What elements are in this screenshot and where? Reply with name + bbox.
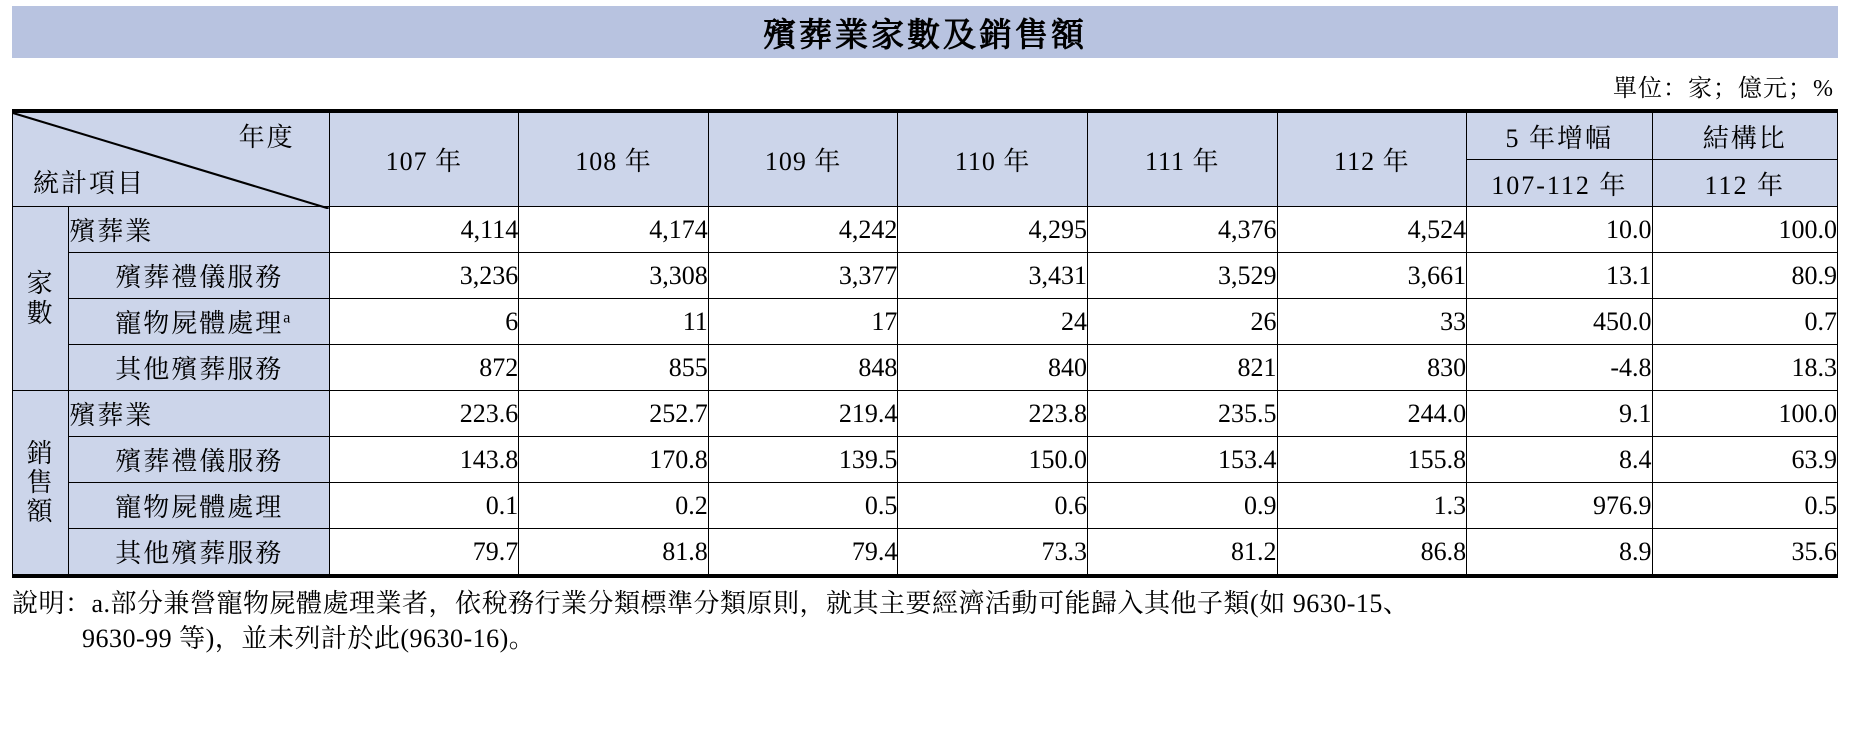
cell-value: 143.8 [329, 437, 519, 483]
table-row [13, 345, 1838, 391]
cell-value: 872 [329, 345, 519, 391]
cell-value: 4,524 [1277, 207, 1467, 253]
col-header-structure-bottom: 112 年 [1652, 160, 1837, 207]
cell-value: 219.4 [708, 391, 898, 437]
cell-value: 79.4 [708, 529, 898, 575]
cell-value: 4,174 [519, 207, 709, 253]
cell-value: 63.9 [1652, 437, 1837, 483]
cell-value: 11 [519, 299, 709, 345]
cell-value: 139.5 [708, 437, 898, 483]
cell-value: 830 [1277, 345, 1467, 391]
footnote [12, 586, 1838, 656]
cell-value: 0.2 [519, 483, 709, 529]
row-label [69, 529, 329, 575]
table-row [13, 299, 1838, 345]
col-header-year-111: 111 年 [1087, 113, 1277, 207]
corner-item-label: 統計項目 [33, 169, 146, 198]
cell-value: 821 [1087, 345, 1277, 391]
cell-value: 8.4 [1467, 437, 1652, 483]
cell-value: -4.8 [1467, 345, 1652, 391]
cell-value: 0.6 [898, 483, 1088, 529]
document-page [0, 6, 1850, 738]
table-row [13, 207, 1838, 253]
table-body [13, 207, 1838, 575]
cell-value: 1.3 [1277, 483, 1467, 529]
corner-year-label: 年度 [238, 123, 295, 152]
cell-value: 223.8 [898, 391, 1088, 437]
col-header-year-108: 108 年 [519, 113, 709, 207]
table-header [13, 113, 1838, 207]
row-label-text: 寵物屍體處理 [115, 493, 284, 522]
cell-value: 235.5 [1087, 391, 1277, 437]
cell-value: 170.8 [519, 437, 709, 483]
row-label-text: 寵物屍體處理 [115, 309, 284, 338]
cell-value: 223.6 [329, 391, 519, 437]
cell-value: 0.7 [1652, 299, 1837, 345]
cell-value: 244.0 [1277, 391, 1467, 437]
cell-value: 6 [329, 299, 519, 345]
cell-value: 848 [708, 345, 898, 391]
cell-value: 3,236 [329, 253, 519, 299]
group-label-households: 家數 [13, 207, 69, 391]
row-label [69, 391, 329, 437]
cell-value: 4,242 [708, 207, 898, 253]
footnote-marker: a [283, 309, 293, 327]
cell-value: 155.8 [1277, 437, 1467, 483]
col-header-year-109: 109 年 [708, 113, 898, 207]
cell-value: 100.0 [1652, 391, 1837, 437]
cell-value: 252.7 [519, 391, 709, 437]
table-row [13, 483, 1838, 529]
cell-value: 26 [1087, 299, 1277, 345]
cell-value: 450.0 [1467, 299, 1652, 345]
cell-value: 4,114 [329, 207, 519, 253]
col-header-year-112: 112 年 [1277, 113, 1467, 207]
cell-value: 33 [1277, 299, 1467, 345]
cell-value: 86.8 [1277, 529, 1467, 575]
cell-value: 0.1 [329, 483, 519, 529]
statistics-table [12, 112, 1838, 575]
table-row [13, 391, 1838, 437]
cell-value: 9.1 [1467, 391, 1652, 437]
cell-value: 3,431 [898, 253, 1088, 299]
cell-value: 4,376 [1087, 207, 1277, 253]
cell-value: 79.7 [329, 529, 519, 575]
row-label-text: 其他殯葬服務 [115, 355, 284, 384]
cell-value: 153.4 [1087, 437, 1277, 483]
cell-value: 10.0 [1467, 207, 1652, 253]
cell-value: 73.3 [898, 529, 1088, 575]
cell-value: 81.8 [519, 529, 709, 575]
group-label-sales: 銷售額 [13, 391, 69, 575]
cell-value: 0.9 [1087, 483, 1277, 529]
table-container [12, 109, 1838, 578]
row-label-text: 殯葬禮儀服務 [115, 263, 284, 292]
row-label [69, 345, 329, 391]
cell-value: 976.9 [1467, 483, 1652, 529]
cell-value: 35.6 [1652, 529, 1837, 575]
row-label-text: 殯葬禮儀服務 [115, 447, 284, 476]
table-row [13, 253, 1838, 299]
table-row [13, 437, 1838, 483]
cell-value: 24 [898, 299, 1088, 345]
row-label-text: 其他殯葬服務 [115, 539, 284, 568]
cell-value: 17 [708, 299, 898, 345]
cell-value: 3,308 [519, 253, 709, 299]
col-header-structure-top: 結構比 [1652, 113, 1837, 160]
page-title-bar [12, 6, 1838, 58]
row-label-text: 殯葬業 [69, 401, 154, 430]
row-label [69, 207, 329, 253]
cell-value: 855 [519, 345, 709, 391]
cell-value: 3,377 [708, 253, 898, 299]
col-header-growth-bottom: 107-112 年 [1467, 160, 1652, 207]
cell-value: 840 [898, 345, 1088, 391]
table-row [13, 529, 1838, 575]
cell-value: 0.5 [1652, 483, 1837, 529]
cell-value: 3,661 [1277, 253, 1467, 299]
unit-note: 單位：家；億元；% [1613, 76, 1834, 102]
cell-value: 8.9 [1467, 529, 1652, 575]
cell-value: 81.2 [1087, 529, 1277, 575]
footnote-line-2: 9630-99 等)，並未列計於此(9630-16)。 [82, 624, 536, 654]
footnote-line-1: 說明：a.部分兼營寵物屍體處理業者，依稅務行業分類標準分類原則，就其主要經濟活動可能歸入其他子類(如 9630-15、 [12, 589, 1410, 618]
col-header-year-107: 107 年 [329, 113, 519, 207]
cell-value: 13.1 [1467, 253, 1652, 299]
cell-value: 3,529 [1087, 253, 1277, 299]
row-label [69, 253, 329, 299]
cell-value: 4,295 [898, 207, 1088, 253]
row-label [69, 483, 329, 529]
cell-value: 18.3 [1652, 345, 1837, 391]
cell-value: 150.0 [898, 437, 1088, 483]
cell-value: 80.9 [1652, 253, 1837, 299]
col-header-growth-top: 5 年增幅 [1467, 113, 1652, 160]
row-label [69, 437, 329, 483]
cell-value: 0.5 [708, 483, 898, 529]
row-label-text: 殯葬業 [69, 217, 154, 246]
corner-header-cell [13, 113, 330, 207]
page-title: 殯葬業家數及銷售額 [763, 17, 1087, 54]
cell-value: 100.0 [1652, 207, 1837, 253]
row-label [69, 299, 329, 345]
col-header-year-110: 110 年 [898, 113, 1088, 207]
